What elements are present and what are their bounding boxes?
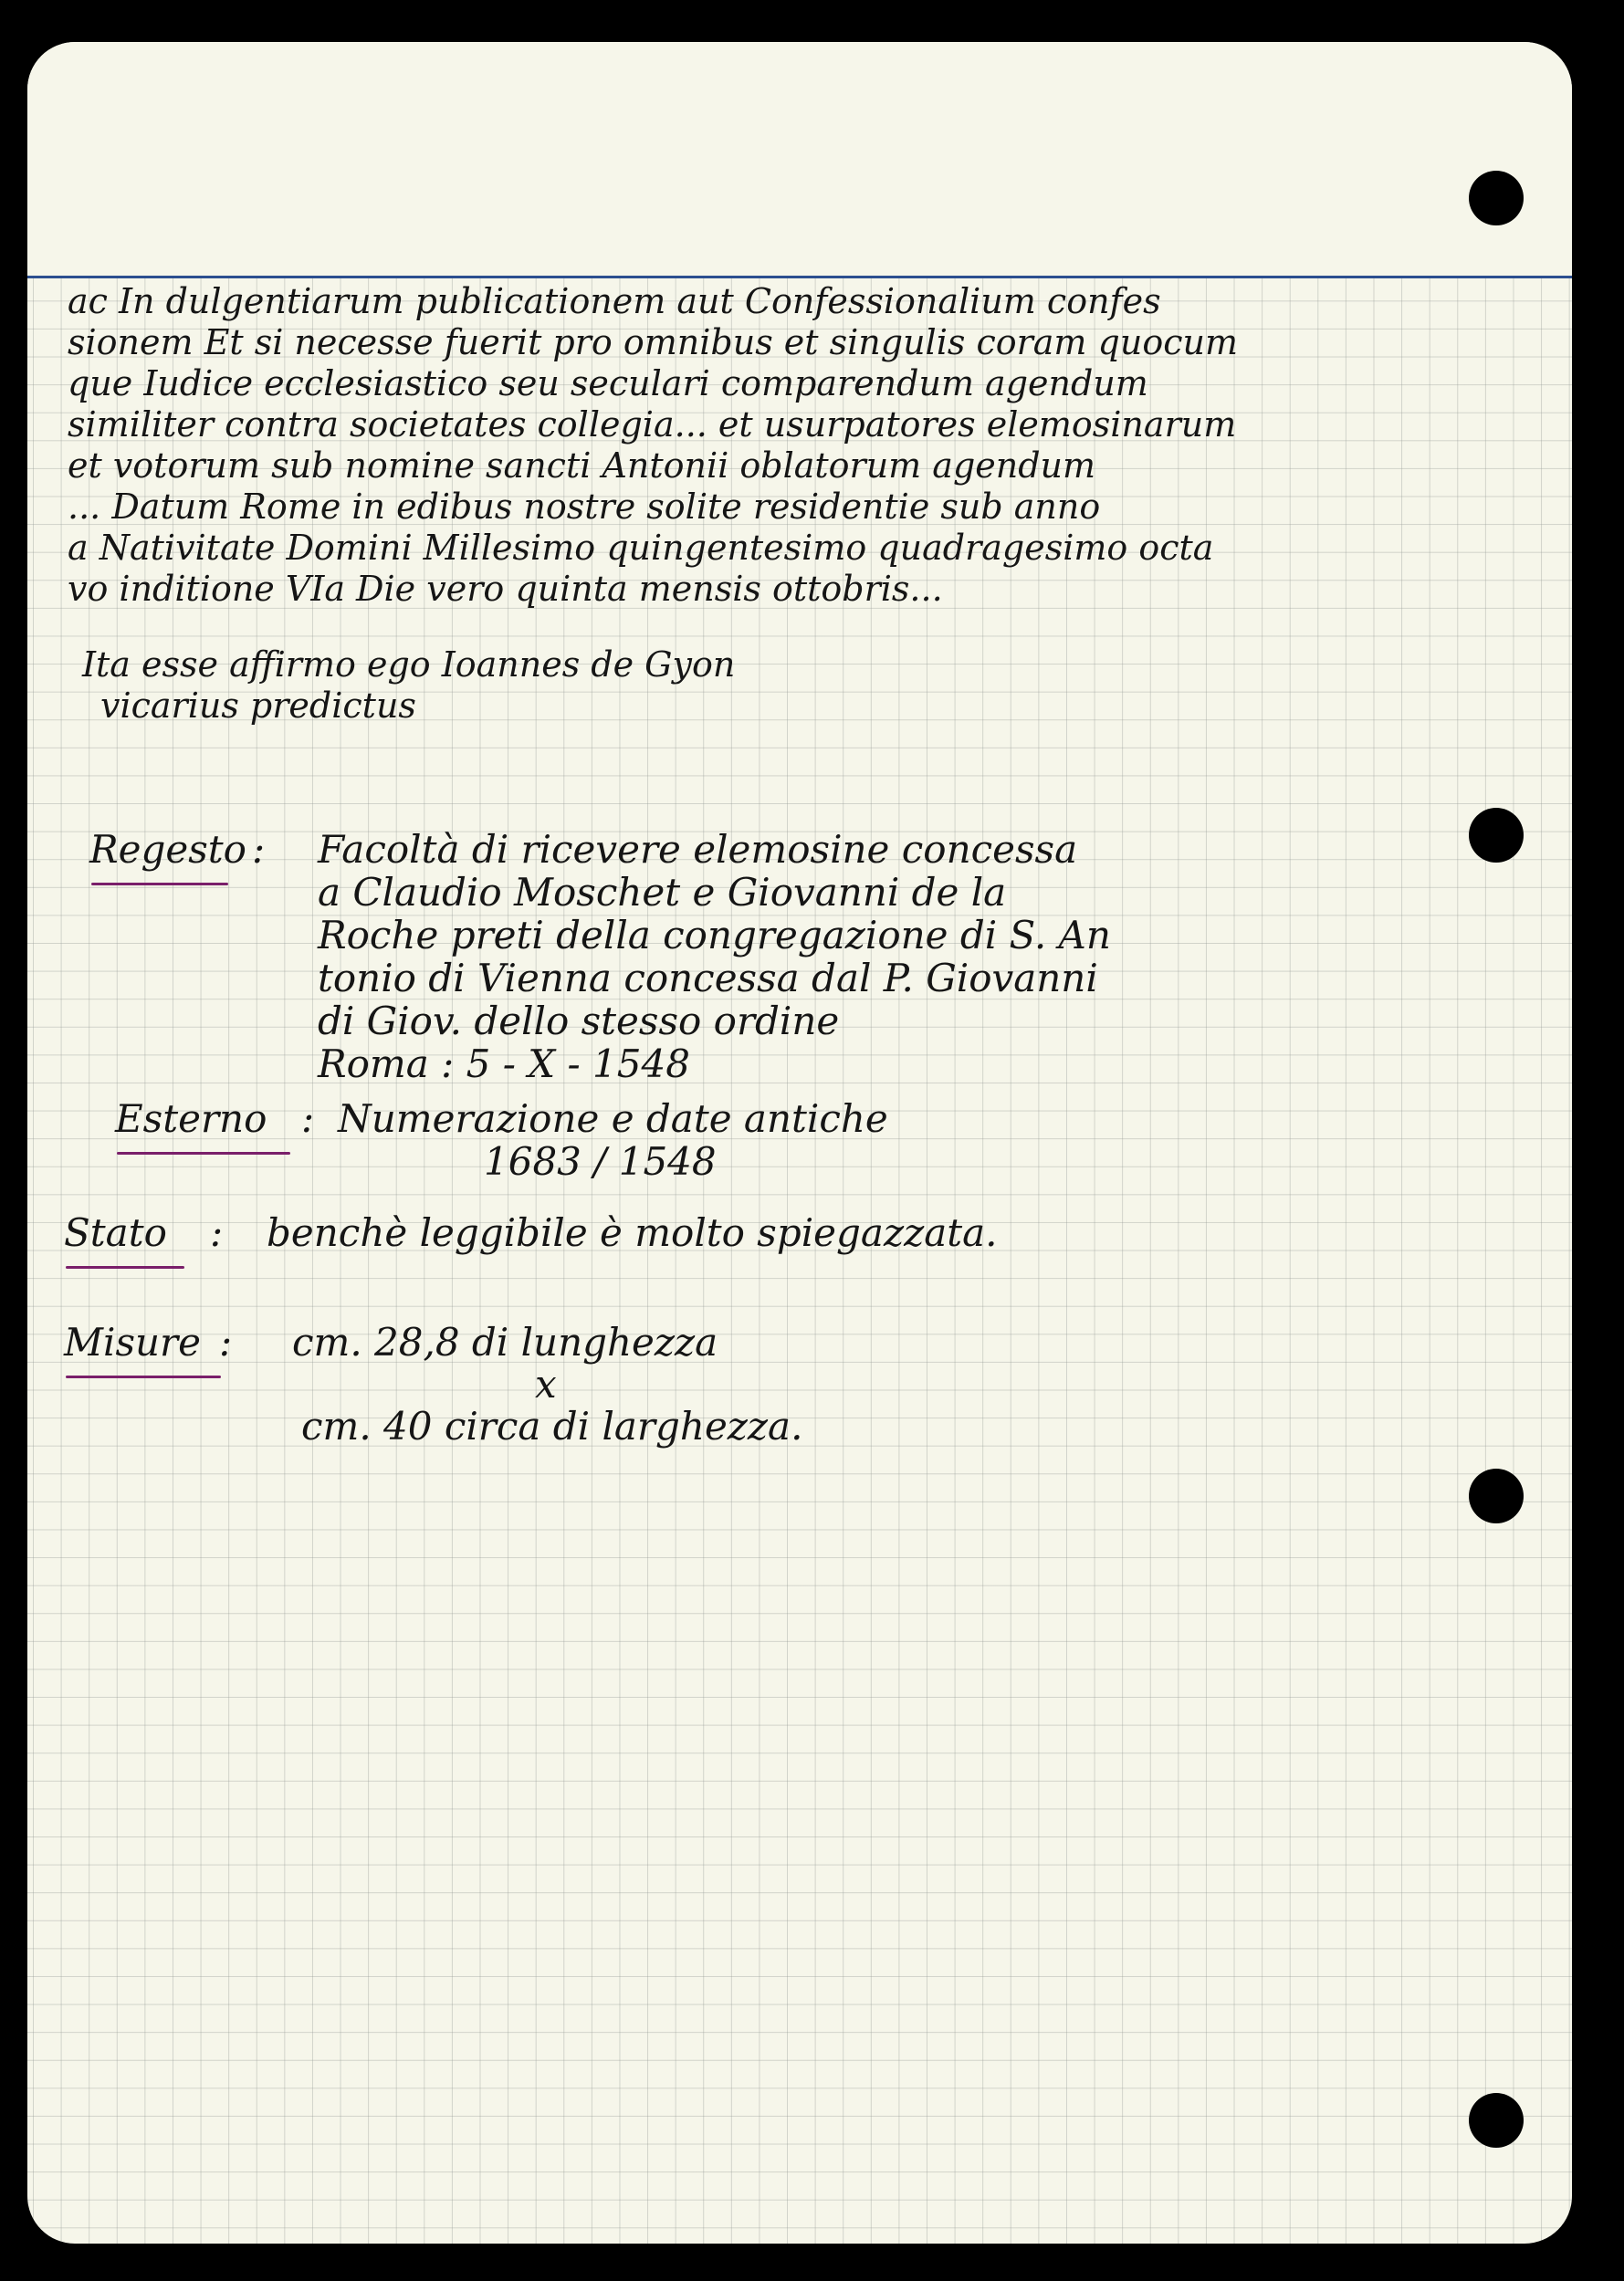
binder-hole bbox=[1469, 1469, 1524, 1523]
stato-label: Stato bbox=[64, 1210, 167, 1255]
misure-line: cm. 40 circa di larghezza. bbox=[301, 1404, 803, 1449]
regesto-line: Roche preti della congregazione di S. An bbox=[318, 913, 1111, 957]
label-colon: : bbox=[301, 1096, 315, 1141]
label-colon: : bbox=[210, 1210, 224, 1255]
regesto-line: di Giov. dello stesso ordine bbox=[318, 999, 840, 1043]
esterno-label: Esterno bbox=[115, 1096, 267, 1141]
latin-line: a Nativitate Domini Millesimo quingentesimo quadragesimo octa bbox=[68, 528, 1214, 568]
regesto-date: Roma : 5 - X - 1548 bbox=[318, 1041, 690, 1086]
signature-line: Ita esse affirmo ego Ioannes de Gyon bbox=[82, 644, 736, 685]
label-colon: : bbox=[219, 1320, 233, 1365]
sheet-header-margin bbox=[27, 42, 1572, 276]
latin-line: vo inditione VIa Die vero quinta mensis ottobris... bbox=[68, 569, 943, 609]
misure-line: cm. 28,8 di lunghezza bbox=[292, 1320, 718, 1365]
stato-text: benchè leggibile è molto spiegazzata. bbox=[267, 1210, 998, 1255]
misure-times: x bbox=[535, 1362, 557, 1407]
latin-line: sionem Et si necesse fuerit pro omnibus et singulis coram quocum bbox=[68, 322, 1238, 362]
header-rule bbox=[27, 276, 1572, 278]
esterno-underline bbox=[117, 1152, 290, 1155]
label-colon: : bbox=[252, 827, 266, 872]
regesto-underline bbox=[91, 883, 228, 885]
regesto-label: Regesto bbox=[89, 827, 246, 872]
misure-underline bbox=[66, 1376, 221, 1378]
latin-line: que Iudice ecclesiastico seu seculari comparendum agendum bbox=[68, 363, 1148, 403]
binder-hole bbox=[1469, 808, 1524, 863]
esterno-dates: 1683 / 1548 bbox=[484, 1139, 717, 1184]
notebook-sheet bbox=[27, 42, 1572, 2244]
stato-underline bbox=[66, 1266, 184, 1269]
regesto-line: a Claudio Moschet e Giovanni de la bbox=[318, 870, 1007, 915]
regesto-line: tonio di Vienna concessa dal P. Giovanni bbox=[318, 956, 1098, 1000]
regesto-line: Facoltà di ricevere elemosine concessa bbox=[318, 827, 1078, 872]
binder-hole bbox=[1469, 171, 1524, 225]
latin-line: ac In dulgentiarum publicationem aut Confessionalium confes bbox=[68, 281, 1161, 321]
esterno-line: Numerazione e date antiche bbox=[338, 1096, 888, 1141]
misure-label: Misure bbox=[64, 1320, 201, 1365]
latin-line: et votorum sub nomine sancti Antonii oblatorum agendum bbox=[68, 445, 1096, 486]
signature-line: vicarius predictus bbox=[100, 685, 416, 726]
binder-hole bbox=[1469, 2093, 1524, 2148]
latin-line: ... Datum Rome in edibus nostre solite residentie sub anno bbox=[68, 487, 1101, 527]
latin-line: similiter contra societates collegia... et usurpatores elemosinarum bbox=[68, 404, 1237, 445]
